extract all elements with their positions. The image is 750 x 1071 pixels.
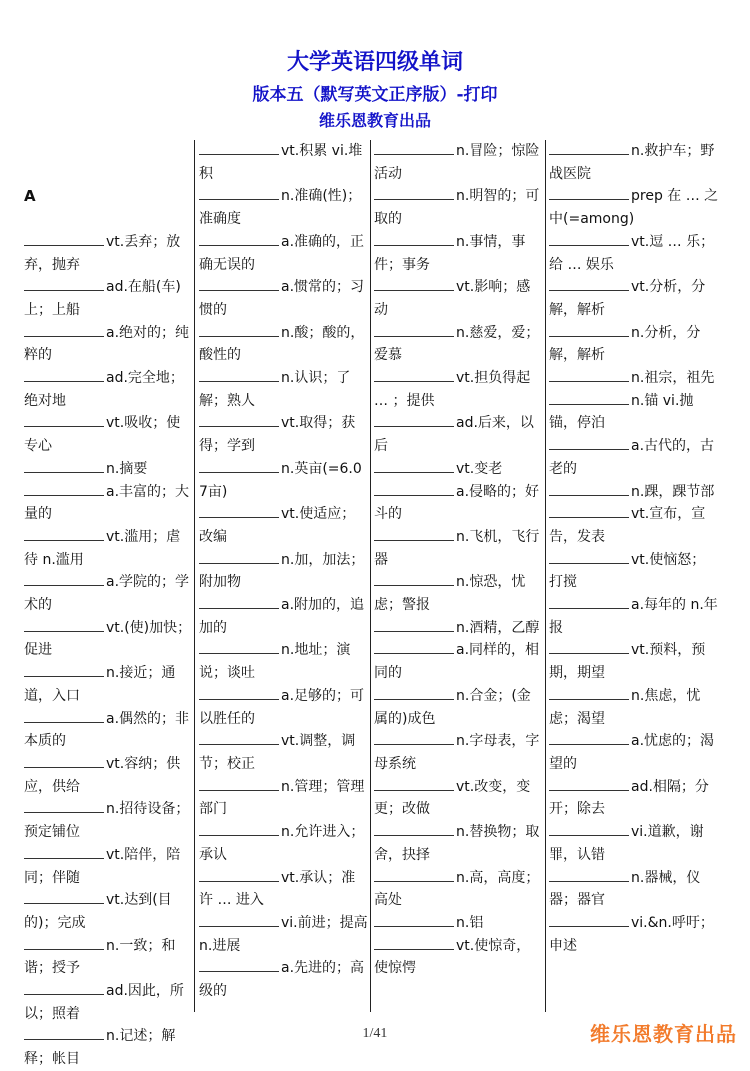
answer-blank <box>24 798 104 813</box>
answer-blank <box>549 322 629 337</box>
vocab-entry <box>549 276 719 321</box>
definition-text: n.地址；演说；谈吐 <box>199 642 351 682</box>
vocab-entry <box>374 322 544 367</box>
vocab-entry <box>199 231 369 276</box>
vocab-entry <box>549 867 719 912</box>
answer-blank <box>374 481 454 496</box>
vocab-entry <box>199 776 369 821</box>
answer-blank <box>549 390 629 405</box>
definition-text: vt.取得；获得；学到 <box>199 415 356 455</box>
answer-blank <box>374 935 454 950</box>
answer-blank <box>374 730 454 745</box>
answer-blank <box>199 185 279 200</box>
answer-blank <box>549 185 629 200</box>
vocab-entry <box>549 322 719 367</box>
definition-text: n.祖宗，祖先 <box>631 370 715 387</box>
definition-text: vt.达到(目的)；完成 <box>24 892 172 931</box>
answer-blank <box>199 957 279 972</box>
definition-text: n.器械，仪器；器官 <box>549 869 701 909</box>
definition-text: n.飞机，飞行器 <box>374 528 540 568</box>
vocab-entry <box>199 549 369 594</box>
vocab-entry <box>549 594 719 639</box>
column-divider <box>194 140 195 1012</box>
vocab-entry <box>199 322 369 367</box>
page-number: 1/41 <box>362 1026 388 1041</box>
column-divider <box>545 140 546 1012</box>
definition-text: vt.逗 … 乐；给 … 娱乐 <box>549 233 715 273</box>
definition-text: n.事情，事件；事务 <box>374 233 526 273</box>
definition-text: ad.完全地；绝对地 <box>24 370 184 409</box>
vocab-entry <box>374 526 544 571</box>
vocab-entry <box>374 776 544 821</box>
vocab-entry <box>549 776 719 821</box>
vocab-entry <box>374 140 544 185</box>
definition-text: vt.承认；准许 … 进入 <box>199 869 356 909</box>
vocab-entry <box>199 140 369 185</box>
answer-blank <box>24 412 104 427</box>
answer-blank <box>199 367 279 382</box>
vocab-entry <box>374 867 544 912</box>
definition-text: vt.使惊奇，使惊愕 <box>374 937 531 977</box>
vocab-entry <box>374 367 544 412</box>
definition-text: vt.宣布，宣告，发表 <box>549 506 706 545</box>
definition-text: a.古代的，古老的 <box>549 438 715 477</box>
vocab-entry <box>374 821 544 866</box>
definition-text: a.同样的，相同的 <box>374 642 540 682</box>
definition-text: vt.使恼怒；打搅 <box>549 551 706 591</box>
vocab-entry <box>549 912 719 957</box>
definition-text: a.惯常的；习惯的 <box>199 279 365 318</box>
column-divider <box>370 140 371 1012</box>
definition-text: ad.后来，以后 <box>374 415 534 455</box>
definition-text: n.英亩(=6.07亩) <box>199 460 362 500</box>
page-title: 大学英语四级单词 <box>286 50 463 75</box>
vocab-entry <box>549 821 719 866</box>
definition-text: n.锚 vi.抛锚，停泊 <box>549 392 694 432</box>
definition-text: vt.调整，调节；校正 <box>199 733 356 772</box>
answer-blank <box>199 140 279 155</box>
answer-blank <box>374 140 454 155</box>
vocab-entry <box>24 481 194 526</box>
vocab-entry <box>24 708 194 753</box>
answer-blank <box>24 276 104 291</box>
definition-text: a.忧虑的；渴望的 <box>549 733 715 772</box>
word-column-2 <box>199 140 373 1012</box>
definition-text: a.绝对的；纯粹的 <box>24 324 190 364</box>
vocab-entry <box>24 276 194 321</box>
definition-text: n.酒精，乙醇 <box>456 619 540 636</box>
vocab-entry <box>24 753 194 798</box>
definition-text: n.记述；解释；帐目 <box>24 1028 176 1068</box>
vocab-entry <box>374 912 544 935</box>
answer-blank <box>199 503 279 518</box>
answer-blank <box>199 594 279 609</box>
definition-text: vt.丢弃；放弃，抛弃 <box>24 233 181 273</box>
definition-text: vt.积累 vi.堆积 <box>199 143 363 182</box>
answer-blank <box>199 231 279 246</box>
definition-text: ad.相隔；分开；除去 <box>549 778 709 818</box>
definition-text: n.分析，分解，解析 <box>549 324 701 364</box>
answer-blank <box>24 322 104 337</box>
answer-blank <box>374 867 454 882</box>
definition-text: a.丰富的；大量的 <box>24 483 190 523</box>
definition-text: a.偶然的；非本质的 <box>24 710 190 750</box>
definition-text: n.焦虑，忧虑；渴望 <box>549 687 701 727</box>
answer-blank <box>374 912 454 927</box>
vocab-entry <box>24 798 194 843</box>
answer-blank <box>374 617 454 632</box>
answer-blank <box>24 844 104 859</box>
definition-text: n.高，高度；高处 <box>374 869 540 909</box>
answer-blank <box>374 276 454 291</box>
answer-blank <box>549 594 629 609</box>
definition-text: n.接近；通道，入口 <box>24 665 176 704</box>
answer-blank <box>549 776 629 791</box>
vocab-entry <box>549 390 719 435</box>
definition-text: n.踝，踝节部 <box>631 483 715 500</box>
definition-text: vt.担负得起 … ；提供 <box>374 370 535 409</box>
definition-text: vi.&n.呼吁；申述 <box>549 914 714 954</box>
vocab-entry <box>24 412 194 457</box>
definition-text: n.慈爱，爱；爱慕 <box>374 324 540 364</box>
definition-text: n.允许进入；承认 <box>199 824 365 863</box>
answer-blank <box>199 867 279 882</box>
vocab-entry <box>199 458 369 503</box>
answer-blank <box>374 639 454 654</box>
vocab-entry <box>549 730 719 775</box>
word-column-3 <box>374 140 544 1012</box>
definition-text: a.准确的，正确无误的 <box>199 233 365 273</box>
vocab-entry <box>24 617 194 662</box>
answer-blank <box>24 617 104 632</box>
vocab-entry <box>374 617 544 640</box>
vocab-entry <box>549 639 719 684</box>
answer-blank <box>24 481 104 496</box>
answer-blank <box>199 412 279 427</box>
definition-text: n.合金；(金属的)成色 <box>374 687 531 727</box>
answer-blank <box>549 821 629 836</box>
definition-text: vt.吸收；使专心 <box>24 415 181 455</box>
answer-blank <box>549 276 629 291</box>
definition-text: n.加，加法；附加物 <box>199 551 365 591</box>
definition-text: n.明智的；可取的 <box>374 188 540 228</box>
vocab-entry <box>374 481 544 526</box>
vocab-entry <box>24 322 194 367</box>
definition-text: vi.前进；提高 n.进展 <box>199 914 373 954</box>
answer-blank <box>199 730 279 745</box>
answer-blank <box>549 867 629 882</box>
answer-blank <box>24 935 104 950</box>
watermark-logo: 维乐恩教育出品 <box>590 1022 737 1046</box>
definition-text: n.铝 <box>456 914 484 931</box>
answer-blank <box>24 980 104 995</box>
definition-text: vt.分析，分解，解析 <box>549 279 706 318</box>
answer-blank <box>24 458 104 473</box>
answer-blank <box>199 458 279 473</box>
vocab-entry <box>199 957 369 1002</box>
answer-blank <box>549 435 629 450</box>
answer-blank <box>199 821 279 836</box>
answer-blank <box>199 639 279 654</box>
definition-text: n.招待设备；预定铺位 <box>24 801 190 841</box>
vocab-entry <box>549 481 719 504</box>
definition-text: a.学院的；学术的 <box>24 574 190 614</box>
vocab-entry <box>24 526 194 571</box>
answer-blank <box>374 685 454 700</box>
definition-text: vi.道歉，谢罪，认错 <box>549 824 704 863</box>
answer-blank <box>24 708 104 723</box>
definition-text: n.摘要 <box>106 460 148 477</box>
page-subtitle: 版本五（默写英文正序版）-打印 <box>252 85 498 105</box>
definition-text: vt.使适应；改编 <box>199 506 356 545</box>
definition-text: n.管理；管理部门 <box>199 778 365 818</box>
vocab-entry <box>199 276 369 321</box>
answer-blank <box>199 549 279 564</box>
definition-text: vt.改变，变更；改做 <box>374 778 531 818</box>
answer-blank <box>374 322 454 337</box>
definition-text: vt.滥用；虐待 n.滥用 <box>24 528 181 568</box>
answer-blank <box>374 458 454 473</box>
definition-text: vt.陪伴，陪同；伴随 <box>24 846 181 886</box>
vocab-entry <box>549 685 719 730</box>
answer-blank <box>24 889 104 904</box>
vocab-entry <box>374 458 544 481</box>
vocab-entry <box>199 412 369 457</box>
definition-text: ad.在船(车)上；上船 <box>24 279 181 318</box>
answer-blank <box>549 685 629 700</box>
answer-blank <box>24 571 104 586</box>
vocab-entry <box>549 503 719 548</box>
vocab-entry <box>199 367 369 412</box>
definition-text: a.每年的 n.年报 <box>549 597 718 636</box>
answer-blank <box>374 571 454 586</box>
vocab-entry <box>549 231 719 276</box>
vocab-entry <box>24 231 194 276</box>
answer-blank <box>199 276 279 291</box>
definition-text: vt.变老 <box>456 460 503 477</box>
answer-blank <box>549 912 629 927</box>
answer-blank <box>549 481 629 496</box>
definition-text: n.一致；和谐；授予 <box>24 937 176 977</box>
answer-blank <box>374 821 454 836</box>
vocab-entry <box>374 231 544 276</box>
vocab-entry <box>374 639 544 684</box>
definition-text: n.准确(性)；准确度 <box>199 188 362 228</box>
definition-text: vt.影响；感动 <box>374 279 531 318</box>
vocab-entry <box>374 685 544 730</box>
vocab-entry <box>374 412 544 457</box>
answer-blank <box>549 730 629 745</box>
vocab-entry <box>199 912 373 957</box>
vocab-entry <box>374 276 544 321</box>
definition-text: n.替换物；取舍，抉择 <box>374 824 540 863</box>
definition-text: ad.因此，所以；照着 <box>24 983 184 1022</box>
section-letter: A <box>24 187 36 206</box>
vocab-entry <box>24 571 194 616</box>
answer-blank <box>24 526 104 541</box>
answer-blank <box>374 526 454 541</box>
vocab-entry <box>374 730 544 775</box>
answer-blank <box>549 503 629 518</box>
word-column-4 <box>549 140 719 1012</box>
vocab-entry <box>374 571 544 616</box>
answer-blank <box>24 662 104 677</box>
publisher-line: 维乐恩教育出品 <box>318 111 431 130</box>
vocab-entry <box>199 821 369 866</box>
vocab-entry <box>24 889 194 934</box>
vocab-entry <box>374 935 544 980</box>
vocab-entry <box>549 367 719 390</box>
answer-blank <box>374 185 454 200</box>
definition-text: n.惊恐，忧虑；警报 <box>374 574 526 614</box>
answer-blank <box>549 549 629 564</box>
vocab-entry <box>549 549 719 594</box>
definition-text: n.认识；了解；熟人 <box>199 370 351 409</box>
vocab-entry <box>199 730 369 775</box>
answer-blank <box>199 322 279 337</box>
vocab-entry <box>24 458 194 481</box>
answer-blank <box>374 367 454 382</box>
vocab-entry <box>199 685 369 730</box>
definition-text: n.救护车；野战医院 <box>549 143 715 182</box>
definition-text: n.字母表，字母系统 <box>374 733 540 772</box>
definition-text: a.附加的，追加的 <box>199 597 365 636</box>
answer-blank <box>549 639 629 654</box>
vocab-entry <box>24 935 194 980</box>
answer-blank <box>199 776 279 791</box>
vocab-entry <box>549 435 719 480</box>
definition-text: vt.(使)加快；促进 <box>24 619 192 659</box>
answer-blank <box>374 776 454 791</box>
definition-text: n.冒险；惊险活动 <box>374 143 540 182</box>
definition-text: a.侵略的；好斗的 <box>374 483 540 523</box>
vocab-entry <box>199 185 369 230</box>
answer-blank <box>549 367 629 382</box>
vocab-entry <box>199 594 369 639</box>
definition-text: n.酸；酸的，酸性的 <box>199 324 365 364</box>
vocab-entry <box>24 844 194 889</box>
answer-blank <box>24 367 104 382</box>
definition-text: vt.预料，预期，期望 <box>549 642 706 682</box>
answer-blank <box>24 753 104 768</box>
definition-text: vt.容纳；供应，供给 <box>24 755 181 795</box>
answer-blank <box>24 231 104 246</box>
vocab-entry <box>24 662 194 707</box>
answer-blank <box>199 685 279 700</box>
vocab-entry <box>199 867 369 912</box>
vocab-entry <box>24 980 194 1025</box>
answer-blank <box>199 912 279 927</box>
answer-blank <box>374 412 454 427</box>
vocab-entry <box>199 639 369 684</box>
answer-blank <box>374 231 454 246</box>
answer-blank <box>549 140 629 155</box>
definition-text: a.先进的；高级的 <box>199 960 365 1000</box>
word-column-1 <box>24 140 194 1068</box>
vocab-entry <box>549 140 719 185</box>
definition-text: a.足够的；可以胜任的 <box>199 687 365 727</box>
vocab-entry <box>549 185 719 230</box>
vocab-entry <box>24 367 194 412</box>
definition-text: prep 在 … 之中(=among) <box>549 188 719 228</box>
vocab-entry <box>199 503 369 548</box>
vocab-entry <box>374 185 544 230</box>
answer-blank <box>549 231 629 246</box>
